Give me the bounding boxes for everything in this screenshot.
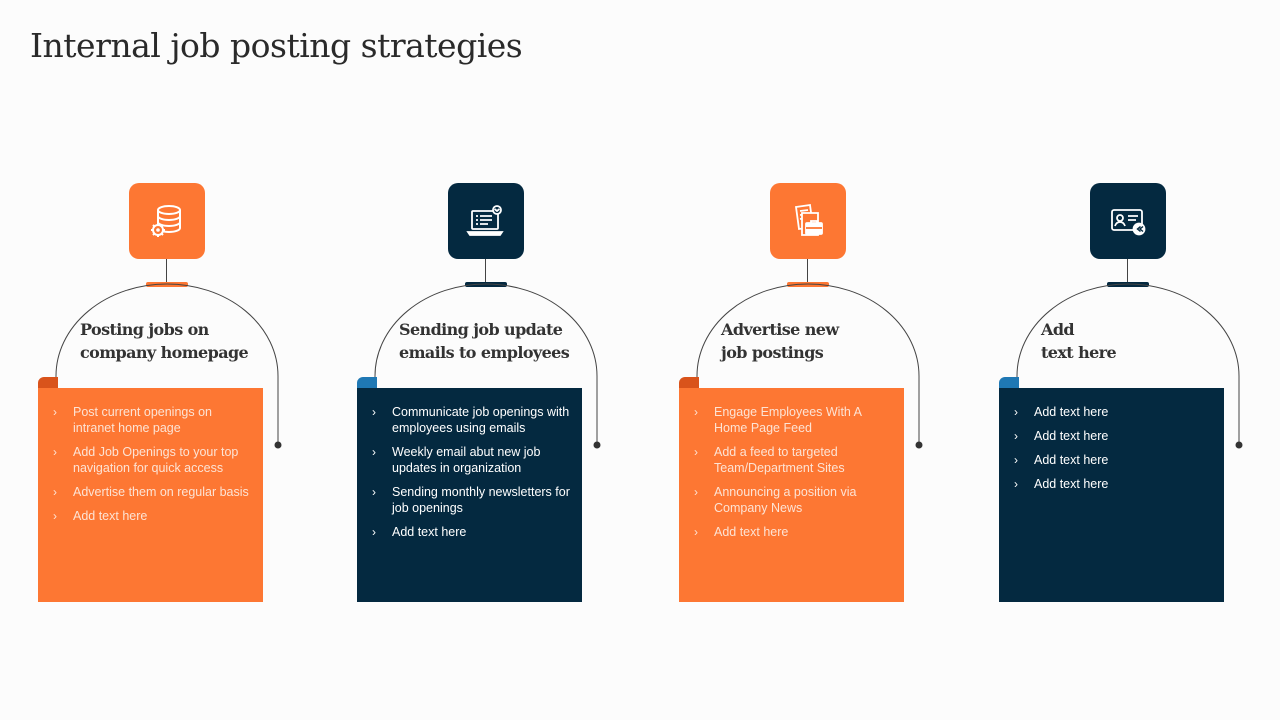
bullet-item: › Weekly email abut new job updates in organization — [372, 445, 541, 475]
chevron-right-icon: › — [1014, 477, 1018, 491]
bullet-item: › Add text here — [53, 509, 148, 523]
chevron-right-icon: › — [53, 485, 57, 499]
chevron-right-icon: › — [53, 509, 57, 523]
chevron-right-icon: › — [372, 485, 376, 499]
bullet-item: › Add text here — [694, 525, 789, 539]
column-heading: Sending job update emails to employees — [399, 320, 570, 362]
documents-briefcase-icon — [770, 183, 846, 259]
bullet-card — [999, 388, 1224, 602]
chevron-right-icon: › — [53, 445, 57, 459]
bullet-item: › Add Job Openings to your top navigation for quick access — [53, 445, 239, 475]
chevron-right-icon: › — [694, 525, 698, 539]
bullet-item: › Sending monthly newsletters for job openings — [372, 485, 570, 515]
page-title: Internal job posting strategies — [30, 26, 523, 65]
bullet-item: › Engage Employees With A Home Page Feed — [694, 405, 862, 435]
bullet-item: › Add a feed to targeted Team/Department Sites — [694, 445, 845, 475]
chevron-right-icon: › — [1014, 429, 1018, 443]
bullet-item: › Add text here — [1014, 429, 1109, 443]
connector-line — [1127, 259, 1128, 284]
chevron-right-icon: › — [372, 405, 376, 419]
bullet-item: › Add text here — [372, 525, 467, 539]
chevron-right-icon: › — [1014, 405, 1018, 419]
column-heading: Advertise new job postings — [721, 320, 839, 362]
chevron-right-icon: › — [694, 485, 698, 499]
chevron-right-icon: › — [372, 525, 376, 539]
bullet-card — [38, 388, 263, 602]
bullet-card — [357, 388, 582, 602]
chevron-right-icon: › — [1014, 453, 1018, 467]
bullet-item: › Add text here — [1014, 405, 1109, 419]
bullet-item: › Post current openings on intranet home page — [53, 405, 212, 435]
bullet-item: › Add text here — [1014, 477, 1109, 491]
connector-line — [166, 259, 167, 284]
column-heading: Posting jobs on company homepage — [80, 320, 249, 362]
connector-line — [807, 259, 808, 284]
database-gear-icon — [129, 183, 205, 259]
strategy-column-3 — [679, 0, 939, 720]
strategy-column-4 — [999, 0, 1259, 720]
column-heading: Add text here — [1041, 320, 1117, 362]
bullet-card — [679, 388, 904, 602]
chevron-right-icon: › — [694, 445, 698, 459]
bullet-item: › Add text here — [1014, 453, 1109, 467]
bullet-item: › Communicate job openings with employees using emails — [372, 405, 570, 435]
chevron-right-icon: › — [372, 445, 376, 459]
strategy-column-2 — [357, 0, 617, 720]
bullet-item: › Announcing a position via Company News — [694, 485, 857, 515]
connector-line — [485, 259, 486, 284]
chevron-right-icon: › — [694, 405, 698, 419]
laptop-email-icon — [448, 183, 524, 259]
strategy-column-1 — [38, 0, 298, 720]
bullet-item: › Advertise them on regular basis — [53, 485, 249, 499]
id-card-icon — [1090, 183, 1166, 259]
chevron-right-icon: › — [53, 405, 57, 419]
